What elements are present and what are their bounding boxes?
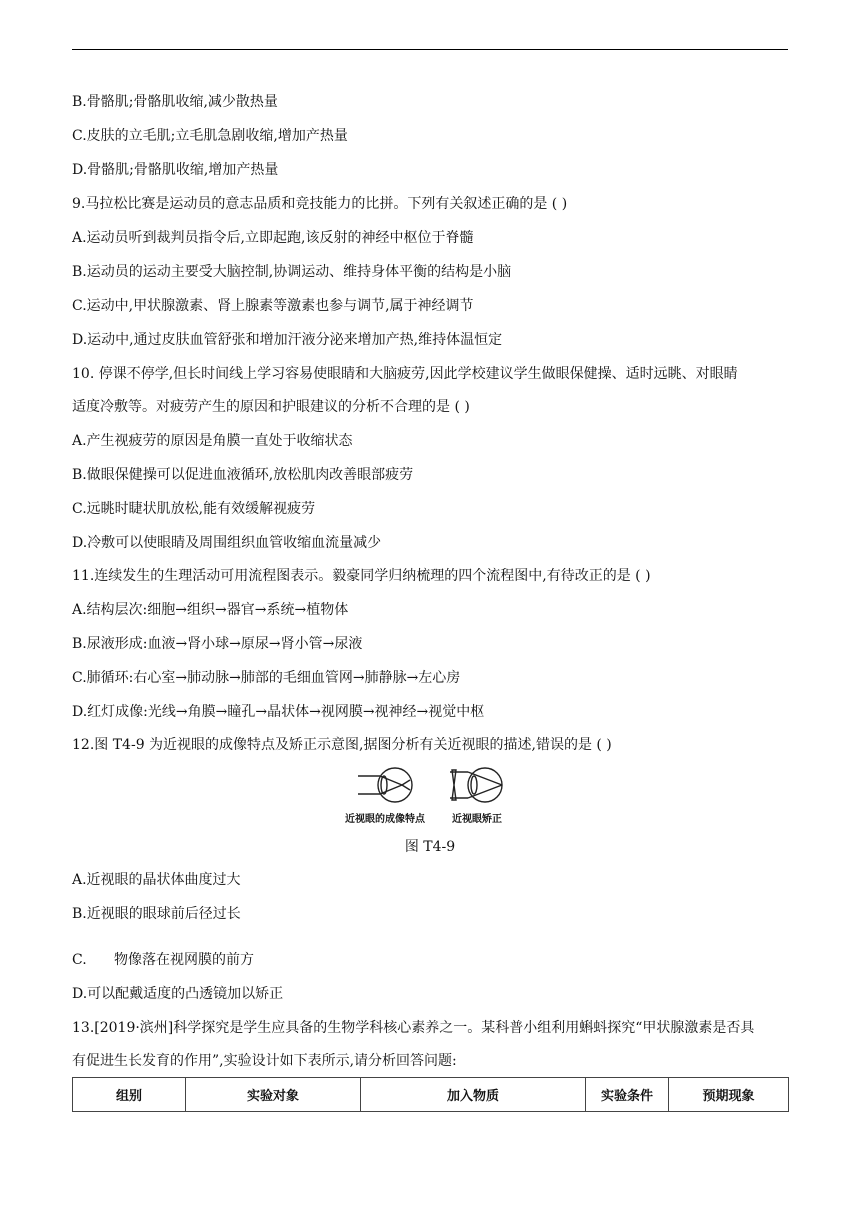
q12-stem: 12.图 T4-9 为近视眼的成像特点及矫正示意图,据图分析有关近视眼的描述,错误的是 ( ) [72, 737, 612, 753]
q10-option-b: B.做眼保健操可以促进血液循环,放松肌肉改善眼部疲劳 [72, 467, 414, 483]
table-header-cell: 预期现象 [669, 1078, 789, 1112]
q12-option-a: A.近视眼的晶状体曲度过大 [72, 872, 241, 888]
q11-option-d: D.红灯成像:光线→角膜→瞳孔→晶状体→视网膜→视神经→视觉中枢 [72, 704, 485, 720]
table-header-cell: 实验条件 [586, 1078, 669, 1112]
q13-stem-line2: 有促进生长发育的作用”,实验设计如下表所示,请分析回答问题: [72, 1053, 457, 1069]
q11-option-a: A.结构层次:细胞→组织→器官→系统→植物体 [72, 602, 349, 618]
q10-stem-line1: 10. 停课不停学,但长时间线上学习容易使眼睛和大脑疲劳,因此学校建议学生做眼保健操、适时远眺、对眼睛 [72, 366, 738, 382]
concave-lens [452, 770, 456, 800]
experiment-table [72, 1077, 789, 1112]
q13-stem-line1: 13.[2019·滨州]科学探究是学生应具备的生物学科核心素养之一。某科普小组利用蝌蚪探究“甲状腺激素是否具 [72, 1020, 755, 1036]
q12-option-c-label: C. [72, 952, 87, 968]
q9-option-b: B.运动员的运动主要受大脑控制,协调运动、维持身体平衡的结构是小脑 [72, 264, 512, 280]
q9-stem: 9.马拉松比赛是运动员的意志品质和竞技能力的比拼。下列有关叙述正确的是 ( ) [72, 196, 568, 212]
q11-option-b: B.尿液形成:血液→肾小球→原尿→肾小管→尿液 [72, 636, 363, 652]
table-header-row [73, 1078, 789, 1112]
eyeball-right [468, 768, 502, 802]
q11-option-c: C.肺循环:右心室→肺动脉→肺部的毛细血管网→肺静脉→左心房 [72, 670, 461, 686]
q12-option-b: B.近视眼的眼球前后径过长 [72, 906, 241, 922]
q12-option-c-text: 物像落在视网膜的前方 [114, 952, 254, 968]
q10-option-a: A.产生视疲劳的原因是角膜一直处于收缩状态 [72, 433, 353, 449]
q9-option-d: D.运动中,通过皮肤血管舒张和增加汗液分泌来增加产热,维持体温恒定 [72, 332, 503, 348]
q8-option-c: C.皮肤的立毛肌;立毛肌急剧收缩,增加产热量 [72, 128, 348, 144]
lens-right [471, 776, 477, 794]
q8-option-b: B.骨骼肌;骨骼肌收缩,减少散热量 [72, 94, 278, 110]
myopia-figure [340, 766, 520, 828]
q9-option-a: A.运动员听到裁判员指令后,立即起跑,该反射的神经中枢位于脊髓 [72, 230, 474, 246]
lens-left [381, 776, 387, 794]
q8-option-d: D.骨骼肌;骨骼肌收缩,增加产热量 [72, 162, 279, 178]
q10-stem-line2: 适度冷敷等。对疲劳产生的原因和护眼建议的分析不合理的是 ( ) [72, 399, 470, 415]
q12-option-d: D.可以配戴适度的凸透镜加以矫正 [72, 986, 284, 1002]
figure-label-right: 近视眼矫正 [452, 814, 502, 825]
table-header-cell: 组别 [73, 1078, 186, 1112]
table-header-cell: 加入物质 [361, 1078, 586, 1112]
figure-label-left: 近视眼的成像特点 [345, 814, 425, 825]
q10-option-c: C.远眺时睫状肌放松,能有效缓解视疲劳 [72, 501, 316, 517]
myopia-eye-diagrams [340, 766, 520, 810]
eyeball-left [378, 768, 412, 802]
q9-option-c: C.运动中,甲状腺激素、肾上腺素等激素也参与调节,属于神经调节 [72, 298, 474, 314]
q11-stem: 11.连续发生的生理活动可用流程图表示。毅豪同学归纳梳理的四个流程图中,有待改正的是 ( ) [72, 568, 651, 584]
header-rule [72, 49, 788, 50]
q10-option-d: D.冷敷可以使眼睛及周围组织血管收缩血流量减少 [72, 535, 382, 551]
figure-title: 图 T4-9 [404, 839, 456, 855]
table-header-cell: 实验对象 [186, 1078, 361, 1112]
